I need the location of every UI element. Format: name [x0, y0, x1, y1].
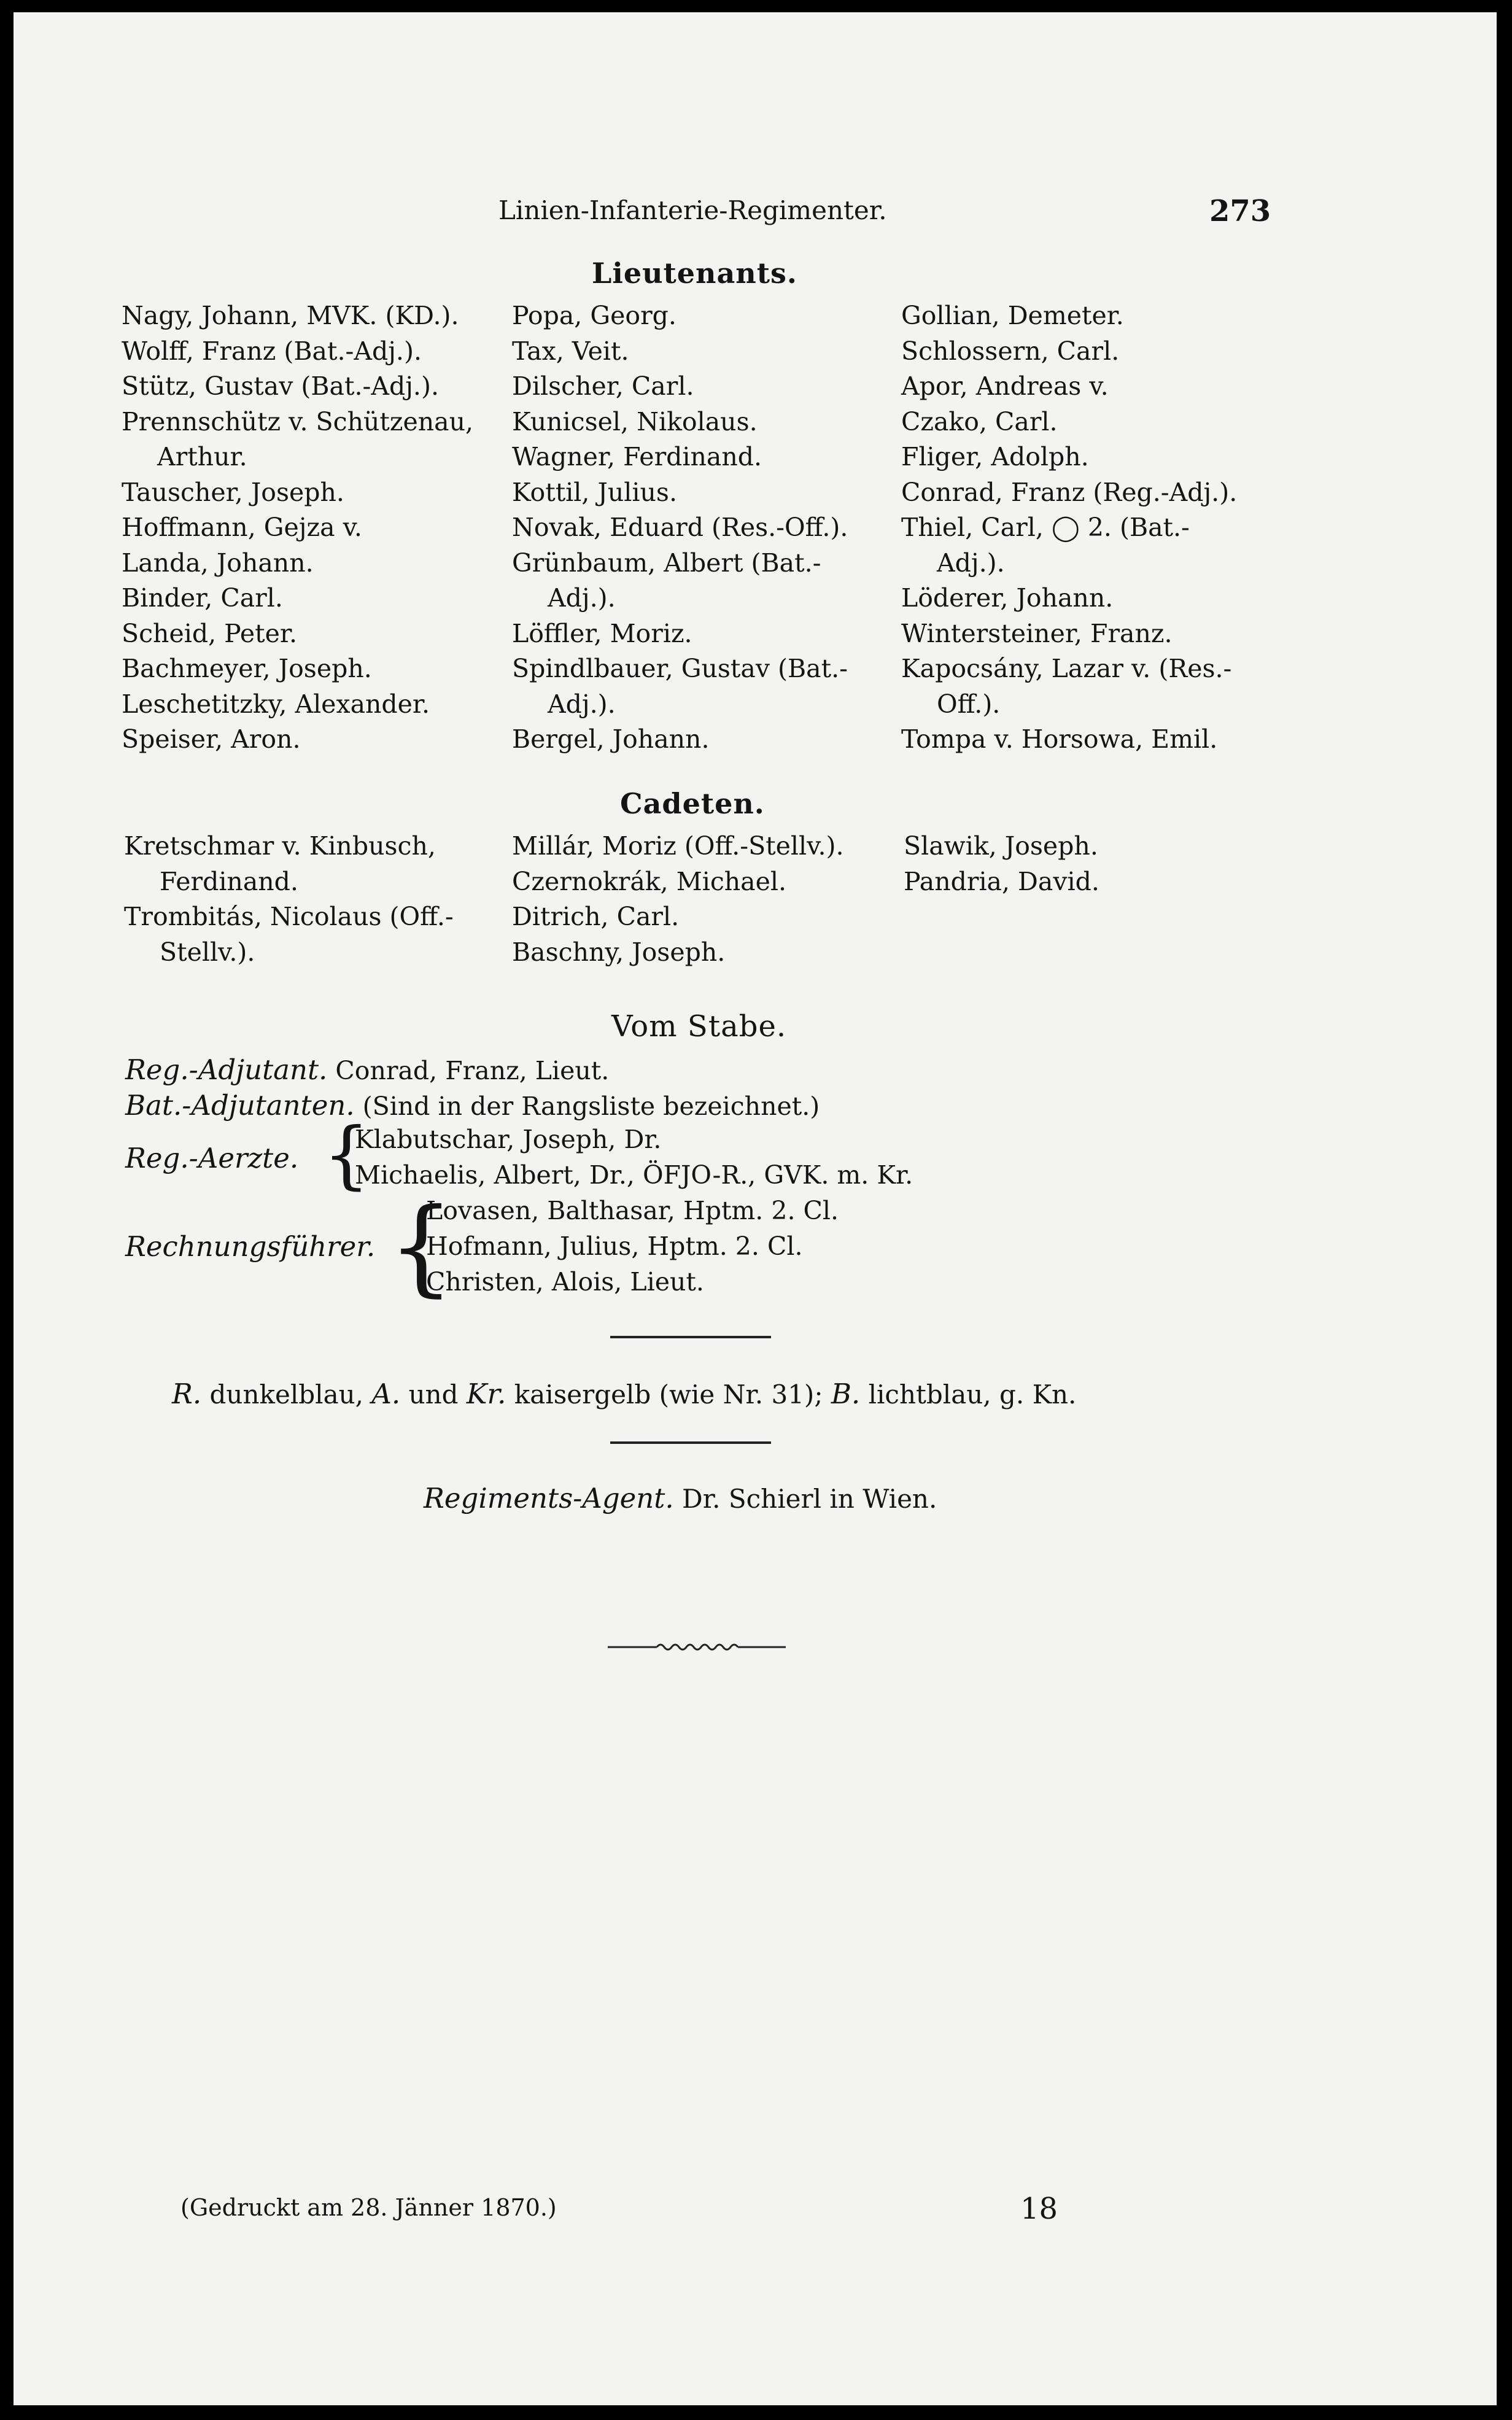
list-item: Dilscher, Carl.: [512, 371, 694, 401]
list-item: Löderer, Johann.: [901, 583, 1114, 613]
list-item: Scheid, Peter.: [122, 618, 298, 648]
list-item: Grünbaum, Albert (Bat.-: [512, 548, 821, 578]
page: [14, 12, 1497, 2405]
colors-line: [172, 1378, 1076, 1410]
list-item: Fliger, Adolph.: [901, 442, 1089, 471]
reg-aerzte-1: Klabutschar, Joseph, Dr.: [355, 1125, 662, 1154]
lieutenants-col-3: [901, 298, 1237, 758]
list-item: Thiel, Carl, ◯ 2. (Bat.-: [901, 513, 1190, 542]
color-kr-text: kaisergelb (wie Nr. 31);: [514, 1379, 823, 1410]
list-item: Hoffmann, Gejza v.: [122, 513, 362, 542]
reg-adjutant-label: Reg.-Adjutant.: [125, 1053, 328, 1086]
list-item: Czernokrák, Michael.: [512, 866, 787, 896]
color-a-label: A.: [371, 1378, 401, 1410]
list-item: Slawik, Joseph.: [904, 831, 1098, 861]
list-item: Trombitás, Nicolaus (Off.-: [124, 902, 454, 931]
bat-adjutanten-line: [125, 1089, 820, 1122]
list-item: Popa, Georg.: [512, 301, 677, 330]
rechnungsfuehrer-1: Lovasen, Balthasar, Hptm. 2. Cl.: [426, 1196, 839, 1225]
list-item: Ditrich, Carl.: [512, 902, 680, 931]
list-item: Kottil, Julius.: [512, 477, 678, 507]
list-item: Stütz, Gustav (Bat.-Adj.).: [122, 371, 439, 401]
reg-aerzte-label: Reg.-Aerzte.: [125, 1142, 299, 1174]
reg-adjutant-line: [125, 1053, 609, 1086]
list-item: Prennschütz v. Schützenau,: [122, 406, 474, 436]
divider-rule: [610, 1441, 771, 1444]
list-item: Adj.).: [937, 548, 1005, 578]
list-item: Apor, Andreas v.: [901, 371, 1109, 401]
staff-heading: Vom Stabe.: [611, 1009, 787, 1044]
reg-adjutant-value: Conrad, Franz, Lieut.: [335, 1056, 610, 1085]
list-item: Tauscher, Joseph.: [122, 477, 344, 507]
rechnungsfuehrer-2: Hofmann, Julius, Hptm. 2. Cl.: [426, 1231, 803, 1261]
lieutenants-col-2: [512, 298, 848, 758]
color-b-text: lichtblau, g. Kn.: [868, 1379, 1077, 1410]
brace-icon: {: [323, 1112, 370, 1198]
list-item: Tompa v. Horsowa, Emil.: [901, 724, 1218, 754]
lieutenants-col-1: [122, 298, 473, 758]
list-item: Stellv.).: [160, 937, 255, 967]
cadeten-col-2: [512, 829, 844, 970]
list-item: Gollian, Demeter.: [901, 301, 1124, 330]
agent-line: [424, 1482, 937, 1514]
cadeten-col-3: [904, 829, 1099, 899]
color-r-label: R.: [172, 1378, 202, 1410]
list-item: Spindlbauer, Gustav (Bat.-: [512, 654, 848, 683]
agent-label: Regiments-Agent.: [424, 1482, 674, 1514]
list-item: Wagner, Ferdinand.: [512, 442, 762, 471]
list-item: Binder, Carl.: [122, 583, 283, 613]
printed-date: (Gedruckt am 28. Jänner 1870.): [180, 2194, 557, 2221]
list-item: Novak, Eduard (Res.-Off.).: [512, 513, 848, 542]
bat-adjutanten-label: Bat.-Adjutanten.: [125, 1089, 355, 1122]
signature-number: 18: [1020, 2192, 1058, 2226]
bat-adjutanten-value: (Sind in der Rangsliste bezeichnet.): [362, 1092, 820, 1121]
list-item: Adj.).: [548, 583, 616, 613]
list-item: Bergel, Johann.: [512, 724, 710, 754]
rechnungsfuehrer-3: Christen, Alois, Lieut.: [426, 1267, 704, 1297]
list-item: Baschny, Joseph.: [512, 937, 726, 967]
color-kr-label: Kr.: [466, 1378, 506, 1410]
list-item: Kretschmar v. Kinbusch,: [124, 831, 436, 861]
agent-value: Dr. Schierl in Wien.: [682, 1484, 937, 1514]
running-header: Linien-Infanterie-Regimenter.: [498, 195, 887, 225]
list-item: Leschetitzky, Alexander.: [122, 689, 430, 719]
list-item: Kapocsány, Lazar v. (Res.-: [901, 654, 1232, 683]
list-item: Millár, Moriz (Off.-Stellv.).: [512, 831, 844, 861]
list-item: Adj.).: [548, 689, 616, 719]
reg-aerzte-2: Michaelis, Albert, Dr., ÖFJO-R., GVK. m. Kr.: [355, 1160, 913, 1190]
color-b-label: B.: [831, 1378, 861, 1410]
list-item: Conrad, Franz (Reg.-Adj.).: [901, 477, 1238, 507]
brace-icon: {: [388, 1186, 455, 1308]
list-item: Schlossern, Carl.: [901, 336, 1120, 366]
list-item: Löffler, Moriz.: [512, 618, 692, 648]
list-item: Speiser, Aron.: [122, 724, 301, 754]
list-item: Arthur.: [157, 442, 247, 471]
color-und: und: [408, 1379, 459, 1410]
list-item: Wolff, Franz (Bat.-Adj.).: [122, 336, 422, 366]
list-item: Ferdinand.: [160, 866, 298, 896]
divider-rule: [610, 1336, 771, 1338]
color-r-text: dunkelblau,: [209, 1379, 364, 1410]
list-item: Wintersteiner, Franz.: [901, 618, 1173, 648]
ornament-rule: [608, 1639, 786, 1655]
list-item: Bachmeyer, Joseph.: [122, 654, 372, 683]
list-item: Kunicsel, Nikolaus.: [512, 406, 758, 436]
list-item: Pandria, David.: [904, 866, 1099, 896]
page-number: 273: [1209, 194, 1271, 228]
list-item: Czako, Carl.: [901, 406, 1058, 436]
list-item: Off.).: [937, 689, 1001, 719]
list-item: Nagy, Johann, MVK. (KD.).: [122, 301, 459, 330]
list-item: Landa, Johann.: [122, 548, 314, 578]
list-item: Tax, Veit.: [512, 336, 629, 366]
cadeten-col-1: [124, 829, 454, 970]
lieutenants-heading: Lieutenants.: [592, 257, 797, 290]
rechnungsfuehrer-label: Rechnungsführer.: [125, 1230, 376, 1263]
cadeten-heading: Cadeten.: [620, 787, 765, 820]
